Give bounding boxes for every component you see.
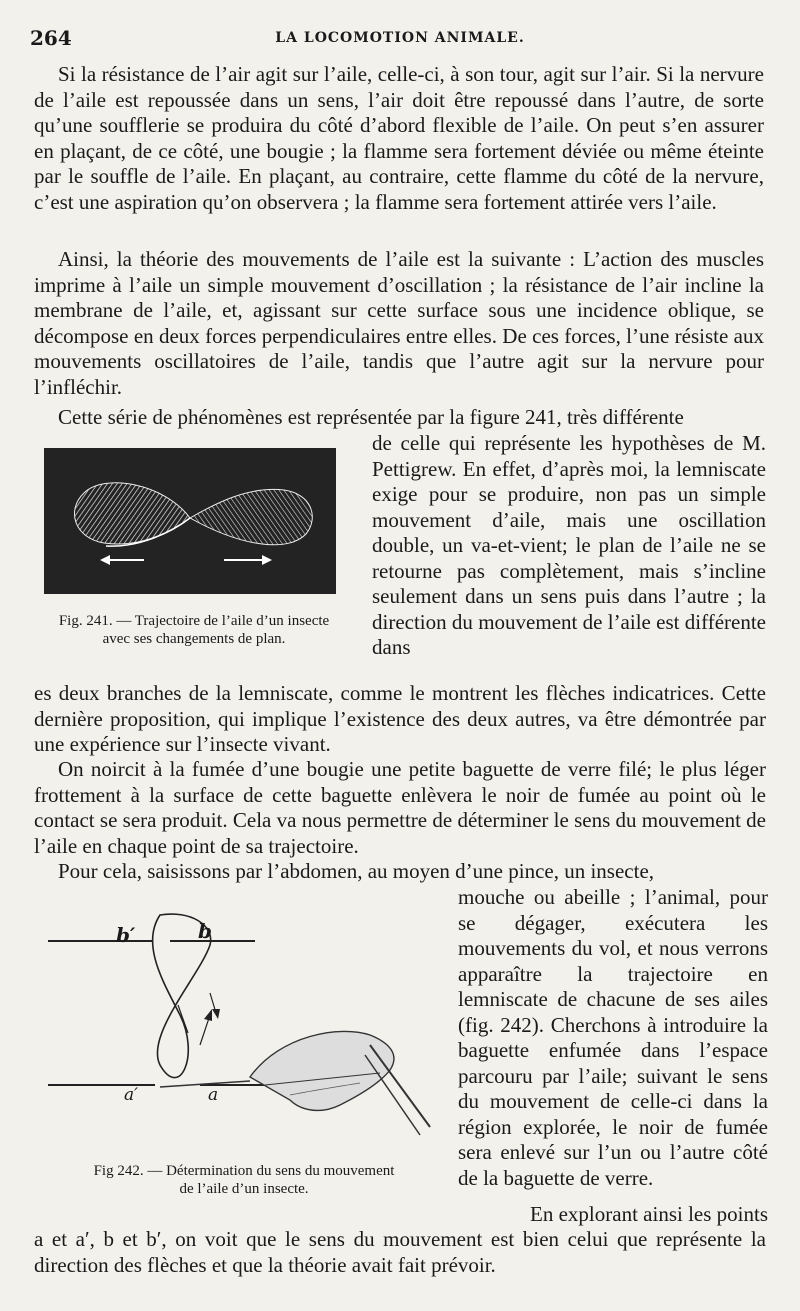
figure-241-caption-line-1: Fig. 241. — Trajectoire de l’aile d’un insecte bbox=[58, 613, 330, 629]
paragraph-3-first-line: Cette série de phénomènes est représentée par la figure 241, très différente bbox=[58, 405, 684, 429]
figure-242-caption-line-1: Fig 242. — Détermination du sens du mouvement bbox=[93, 1163, 395, 1179]
paragraph-5-first-line: Pour cela, saisissons par l’abdomen, au moyen d’une pince, un insecte, bbox=[58, 859, 655, 883]
figure-241-caption-line-2: avec ses changements de plan. bbox=[102, 631, 286, 647]
page-number: 264 bbox=[30, 26, 72, 50]
paragraph-4: On noircit à la fumée d’une bougie une petite baguette de verre filé; le plus léger frottement à la surface de cette baguette enlèvera le noir de fumée au point où le contact se sera produit. Cela va nous permettre de déterminer le sens du mouvement de l’aile en chaque point de sa trajectoire. bbox=[34, 757, 766, 858]
label-a: a bbox=[208, 1085, 219, 1105]
running-title: LA LOCOMOTION ANIMALE. bbox=[275, 30, 525, 46]
paragraph-2: Ainsi, la théorie des mouvements de l’aile est la suivante : L’action des muscles imprime à l’aile un simple mouvement d’oscillation ; la résistance de l’air incline la membrane de l’aile, et, agissant sur cette surface sous une incidence oblique, se décompose en deux forces perpendiculaires entre elles. De ces forces, l’une résiste aux mouvements oscillatoires de l’aile, tandis que l’autre agit sur la nervure pour l’infléchir. bbox=[34, 247, 764, 399]
paragraph-6-first-line: En explorant ainsi les points bbox=[530, 1202, 768, 1226]
label-a-prime: a′ bbox=[124, 1085, 138, 1105]
wing-trajectory-drawing bbox=[40, 905, 450, 1155]
paragraph-5-side-column: mouche ou abeille ; l’animal, pour se dégager, exécutera les mouvements du vol, et nous verrons apparaître la trajectoire en lemniscate de chacune de ses ailes (fig. 242). Cherchons à introduire la baguette enfumée dans l’espace parcouru par l’aile; suivant le sens du mouvement de celle-ci dans la région explorée, le noir de fumée sera enlevé sur l’un ou l’autre côté de la baguette de verre. bbox=[458, 885, 768, 1190]
figure-242-illustration bbox=[40, 905, 450, 1155]
figure-242-caption bbox=[34, 1162, 454, 1198]
label-b: b bbox=[198, 919, 212, 943]
lemniscate-drawing bbox=[44, 448, 336, 594]
figure-241-illustration bbox=[44, 448, 336, 594]
paragraph-6-rest: a et a′, b et b′, on voit que le sens du mouvement est bien celui que représente la direction des flèches et que la théorie avait fait prévoir. bbox=[34, 1227, 766, 1277]
figure-241-caption bbox=[34, 612, 354, 648]
label-b-prime: b′ bbox=[116, 923, 136, 947]
paragraph-3-side-column: de celle qui représente les hypothèses de M. Pettigrew. En effet, d’après moi, la lemniscate exige pour se produire, non pas un simple mouvement d’aile, mais une oscillation double, un va-et-vient; le plan de l’aile ne se retourne pas complètement, mais s’incline seulement dans un sens puis dans l’autre ; la direction du mouvement de l’aile est différente dans bbox=[372, 431, 766, 659]
paragraph-3-rest: es deux branches de la lemniscate, comme le montrent les flèches indicatrices. Cette dernière proposition, qui implique l’existence des deux autres, va être démontrée par une expérience sur l’insecte vivant. bbox=[34, 681, 766, 756]
figure-242-caption-line-2: de l’aile d’un insecte. bbox=[179, 1181, 309, 1197]
page-header bbox=[30, 24, 770, 54]
paragraph-1: Si la résistance de l’air agit sur l’aile, celle-ci, à son tour, agit sur l’air. Si la nervure de l’aile est repoussée dans un sens, l’air doit être repoussé dans l’autre, de sorte qu’une soufflerie se produira du côté d’abord flexible de l’aile. On peut s’en assurer en plaçant, de ce côté, une bougie ; la flamme sera fortement déviée ou même éteinte par le souffle de l’aile. En plaçant, au contraire, cette flamme du côté de la nervure, c’est une aspiration qu’on observera ; la flamme sera fortement attirée vers l’aile. bbox=[34, 62, 764, 214]
